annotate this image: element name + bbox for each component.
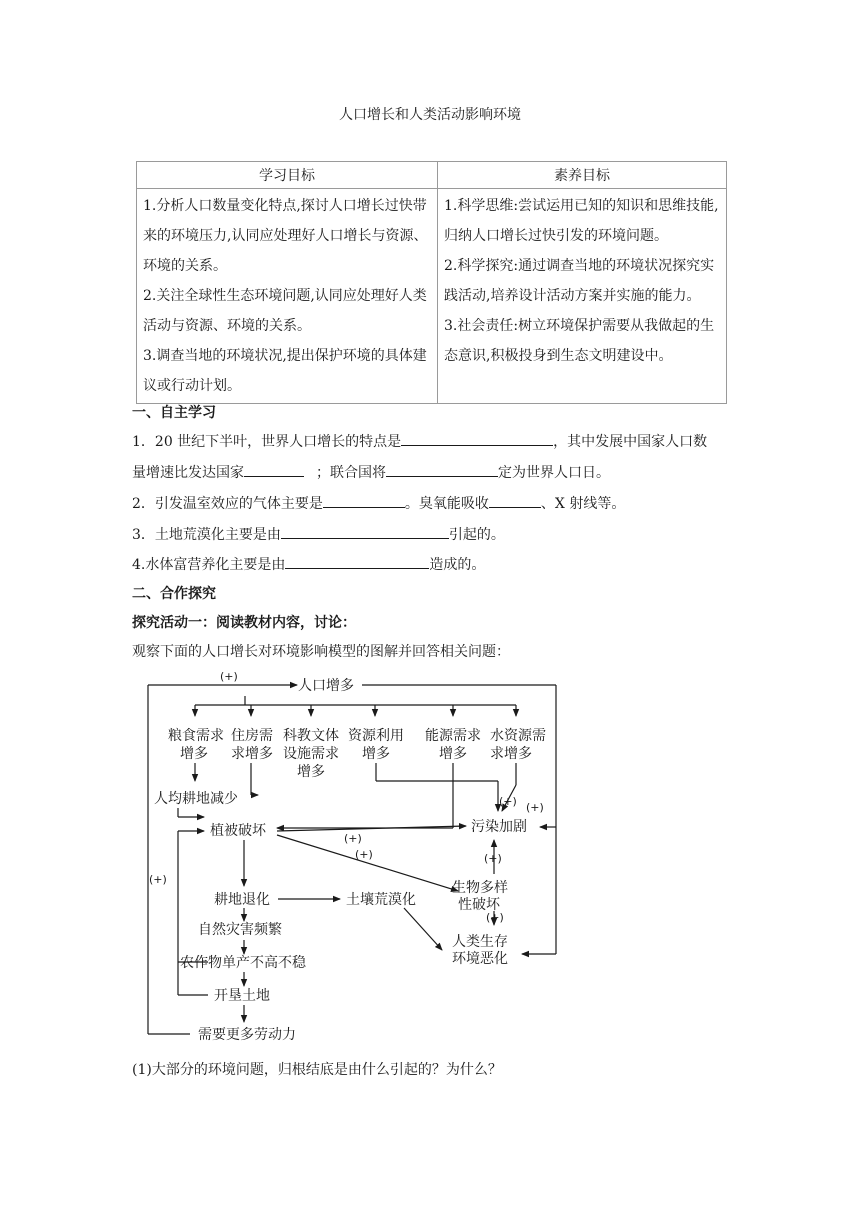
q4-text-a: 4.水体富营养化主要是由 [132,557,286,573]
node-education-1: 科教文体 [283,728,339,744]
plus-label-biodiv-pollution: (+) [484,852,502,865]
plus-label-left-loop: (+) [149,873,167,886]
node-water-2: 求增多 [490,746,532,762]
plus-label-veg-biodiv: (+) [355,848,373,861]
q2-text-b: 。臭氧能吸收 [404,496,489,512]
node-crops: 农作物单产不高不稳 [180,955,306,971]
question-4-line [132,553,485,574]
q3-text-b: 引起的。 [448,527,505,543]
node-desert: 土壤荒漠化 [346,892,416,908]
q1-blank-3[interactable] [386,461,498,477]
node-education-3: 增多 [297,764,325,780]
node-human-env-1: 人类生存 [452,934,508,950]
q4-text-b: 造成的。 [429,557,486,573]
question-3-line [132,523,505,544]
q2-blank-2[interactable] [489,492,541,508]
plus-label-water: (+) [526,801,544,814]
node-degrade: 耕地退化 [214,892,270,908]
literacy-goals-cell [438,189,727,404]
q2-text-c: 、X 射线等。 [540,496,626,512]
q1-text-a: 1．20 世纪下半叶，世界人口增长的特点是 [132,434,402,450]
node-farmland: 人均耕地减少 [154,791,238,807]
q1-blank-1[interactable] [401,430,553,446]
node-disaster: 自然灾害频繁 [198,922,282,938]
question-1-line-2 [132,461,610,482]
q2-blank-1[interactable] [323,492,405,508]
node-reclaim: 开垦土地 [214,988,270,1004]
node-education-2: 设施需求 [283,746,339,762]
activity-heading: 探究活动一：阅读教材内容，讨论： [132,615,356,631]
goals-table [136,161,727,404]
q1-blank-2[interactable] [244,461,304,477]
section2-heading: 二、合作探究 [132,586,216,602]
plus-label-resource: (+) [499,795,517,808]
header-literacy-goals: 素养目标 [438,162,727,189]
question-1: (1)大部分的环境问题，归根结底是由什么引起的？为什么？ [132,1062,502,1078]
learning-goals-cell [137,189,438,404]
plus-label-top: (+) [220,670,238,683]
plus-label-biodiv-human: (+) [486,911,504,924]
population-impact-diagram [140,668,580,1053]
literacy-goal-2: 2.科学探究:通过调查当地的环境状况探究实践活动,培养设计活动方案并实施的能力。 [444,258,715,304]
page-title: 人口增长和人类活动影响环境 [339,107,521,123]
node-vegetation: 植被破坏 [210,823,266,839]
node-biodiversity-2: 性破坏 [458,897,500,913]
node-food-1: 粮食需求 [168,728,224,744]
node-housing-1: 住房需 [231,728,273,744]
q1-text-b: ，其中发展中国家人口数 [553,434,708,450]
learning-goal-3: 3.调查当地的环境状况,提出保护环境的具体建议或行动计划。 [143,348,427,394]
q3-blank[interactable] [281,523,449,539]
node-resource-2: 增多 [362,746,390,762]
q2-text-a: 2．引发温室效应的气体主要是 [132,496,323,512]
section1-heading: 一、自主学习 [132,405,216,421]
node-food-2: 增多 [180,746,208,762]
question-2-line [132,492,625,513]
node-biodiversity-1: 生物多样 [452,880,508,896]
node-pollution: 污染加剧 [471,819,527,835]
plus-label-veg-pollution: (+) [344,832,362,845]
node-labor: 需要更多劳动力 [198,1027,296,1043]
question-1-line-1 [132,430,707,451]
node-energy-2: 增多 [439,746,467,762]
literacy-goal-3: 3.社会责任:树立环境保护需要从我做起的生态意识,积极投身到生态文明建设中。 [444,318,715,364]
q1-text-d: ；联合国将 [316,465,386,481]
node-population: 人口增多 [298,678,354,694]
header-learning-goals: 学习目标 [137,162,438,189]
q3-text-a: 3．土地荒漠化主要是由 [132,527,281,543]
literacy-goal-1: 1.科学思维:尝试运用已知的知识和思维技能,归纳人口增长过快引发的环境问题。 [444,198,719,244]
q4-blank[interactable] [285,553,429,569]
q1-text-e: 定为世界人口日。 [498,465,610,481]
learning-goal-1: 1.分析人口数量变化特点,探讨人口增长过快带来的环境压力,认同应处理好人口增长与资源、环境的关系。 [143,198,428,274]
node-resource-1: 资源利用 [348,728,404,744]
q1-text-c: 量增速比发达国家 [132,465,244,481]
node-human-env-2: 环境恶化 [452,951,508,967]
node-housing-2: 求增多 [231,746,273,762]
node-energy-1: 能源需求 [425,728,481,744]
node-water-1: 水资源需 [490,728,546,744]
learning-goal-2: 2.关注全球性生态环境问题,认同应处理好人类活动与资源、环境的关系。 [143,288,427,334]
activity-instruction: 观察下面的人口增长对环境影响模型的图解并回答相关问题： [132,644,510,660]
